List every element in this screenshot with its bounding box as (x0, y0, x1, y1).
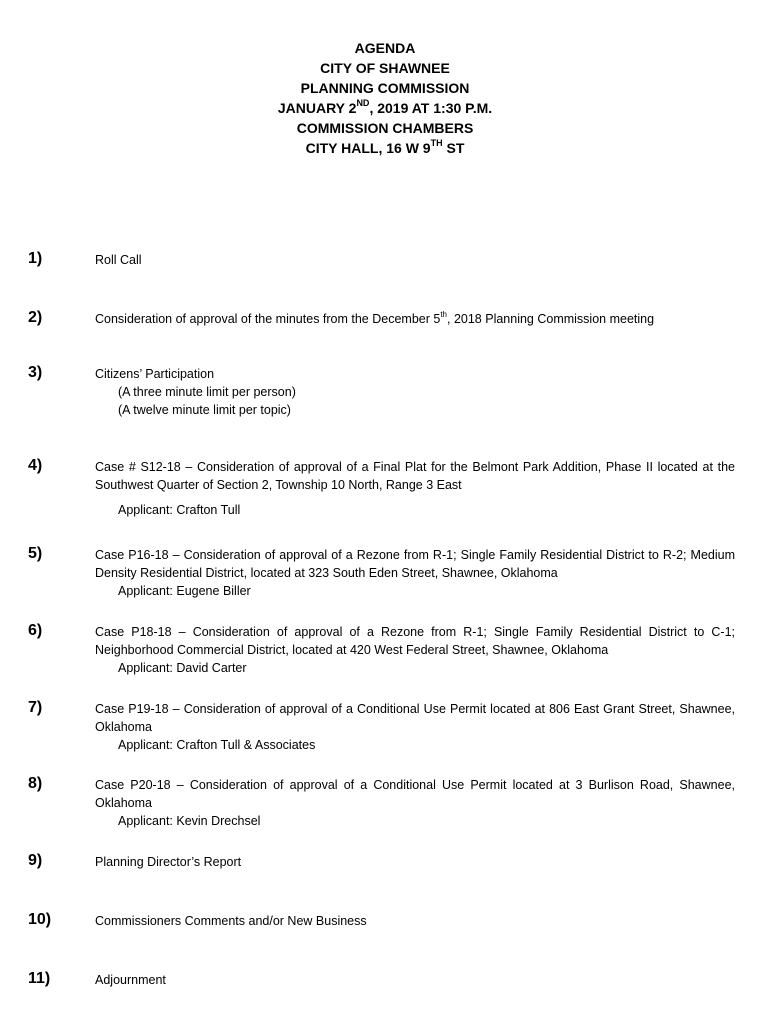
item-applicant: Applicant: David Carter (118, 661, 247, 675)
item-subtext: (A three minute limit per person) (118, 385, 296, 399)
header-address: CITY HALL, 16 W 9TH ST (305, 138, 465, 156)
item-text: Roll Call (95, 253, 142, 267)
item-text: Case P20-18 – Consideration of approval of a Conditional Use Permit located at 3 Burlison Road, Shawnee, Oklahoma (95, 778, 735, 810)
item-text: Adjournment (95, 973, 166, 987)
item-text: Commissioners Comments and/or New Business (95, 914, 367, 928)
header-city: CITY OF SHAWNEE (320, 60, 450, 76)
item-applicant: Applicant: Eugene Biller (118, 584, 251, 598)
item-text: Case P19-18 – Consideration of approval of a Conditional Use Permit located at 806 East Grant Street, Shawnee, Oklahoma (95, 702, 735, 734)
item-text: Case # S12-18 – Consideration of approval of a Final Plat for the Belmont Park Addition, Phase II located at the Southwest Quarter of Section 2, Township 10 North, Range 3 East (95, 460, 735, 492)
item-text: Case P16-18 – Consideration of approval of a Rezone from R-1; Single Family Residential District to R-2; Medium Density Residential District, located at 323 South Eden Street, Shawnee, Oklahoma (95, 548, 735, 580)
item-number: 1) (28, 250, 43, 267)
item-number: 6) (28, 622, 43, 639)
item-subtext: (A twelve minute limit per topic) (118, 403, 291, 417)
item-text: Planning Director’s Report (95, 855, 242, 869)
item-text: Citizens’ Participation (95, 367, 215, 381)
item-applicant: Applicant: Kevin Drechsel (118, 814, 261, 828)
item-number: 9) (28, 852, 43, 869)
item-number: 5) (28, 545, 43, 562)
item-number: 2) (28, 309, 43, 326)
header-location: COMMISSION CHAMBERS (296, 120, 474, 136)
item-text: Case P18-18 – Consideration of approval of a Rezone from R-1; Single Family Residential District to C-1; Neighborhood Commercial District, located at 420 West Federal Street, Shawnee, Oklahoma (95, 625, 735, 657)
agenda-header (0, 38, 770, 158)
header-commission: PLANNING COMMISSION (300, 80, 470, 96)
item-number: 11) (28, 970, 51, 987)
item-number: 7) (28, 699, 43, 716)
item-number: 3) (28, 364, 43, 381)
item-applicant: Applicant: Crafton Tull & Associates (118, 738, 316, 752)
item-number: 10) (28, 911, 52, 928)
item-applicant: Applicant: Crafton Tull (118, 503, 241, 517)
item-number: 8) (28, 775, 43, 792)
item-number: 4) (28, 457, 43, 474)
item-text: Consideration of approval of the minutes from the December 5th, 2018 Planning Commission meeting (95, 309, 655, 326)
header-title: AGENDA (354, 40, 416, 56)
header-date: JANUARY 2ND, 2019 AT 1:30 P.M. (277, 98, 493, 116)
